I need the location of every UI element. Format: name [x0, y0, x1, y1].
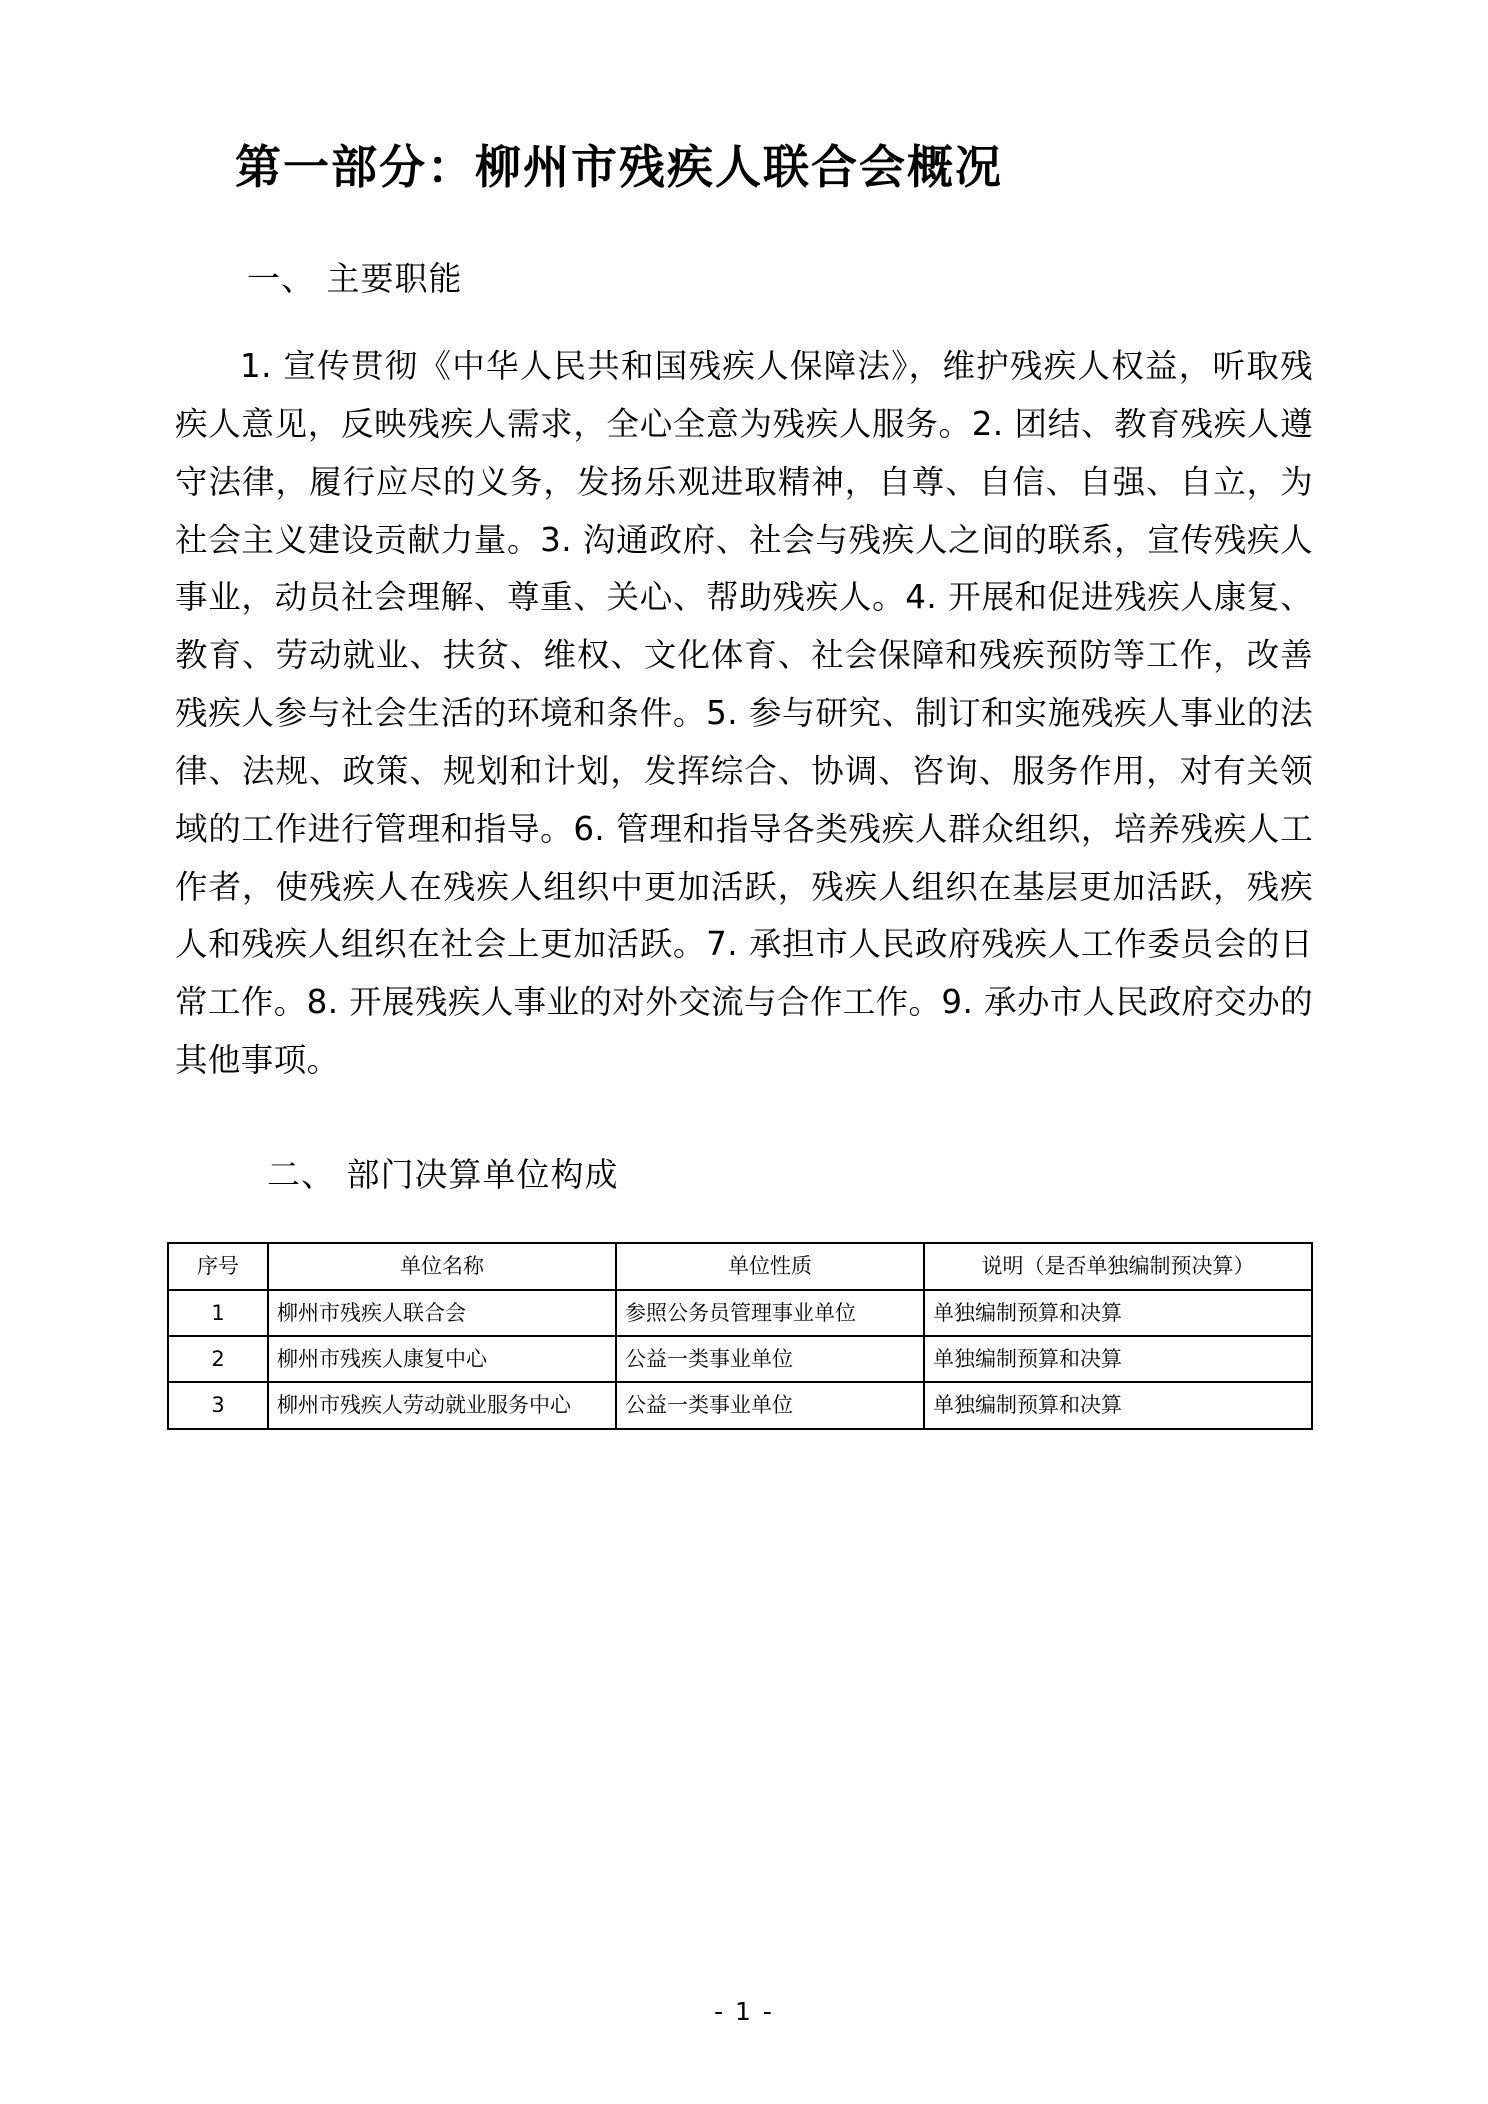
- row-note: 单独编制预算和决算: [924, 1382, 1312, 1428]
- table-header-row: [168, 1243, 1312, 1289]
- row-unit-nature: 公益一类事业单位: [616, 1382, 924, 1428]
- row-unit-nature: 参照公务员管理事业单位: [616, 1290, 924, 1336]
- row-unit-name: 柳州市残疾人联合会: [268, 1290, 616, 1336]
- row-note: 单独编制预算和决算: [924, 1336, 1312, 1382]
- row-index: 3: [168, 1382, 268, 1428]
- unit-composition-table: [167, 1242, 1313, 1430]
- page-title: 第一部分：柳州市残疾人联合会概况: [235, 140, 1003, 194]
- table-row: [168, 1336, 1312, 1382]
- section-heading-unit-composition: 二、 部门决算单位构成: [267, 1154, 619, 1194]
- row-unit-name: 柳州市残疾人劳动就业服务中心: [268, 1382, 616, 1428]
- row-unit-nature: 公益一类事业单位: [616, 1336, 924, 1382]
- table-row: [168, 1290, 1312, 1336]
- row-note: 单独编制预算和决算: [924, 1290, 1312, 1336]
- page-number: - 1 -: [714, 1997, 774, 2026]
- main-duties-paragraph: 1. 宣传贯彻《中华人民共和国残疾人保障法》，维护残疾人权益，听取残疾人意见，反映残疾人需求，全心全意为残疾人服务。2. 团结、教育残疾人遵守法律，履行应尽的义务，发扬乐观进取精神，自尊、自信、自强、自立，为社会主义建设贡献力量。3. 沟通政府、社会与残疾人之间的联系，宣传残疾人事业，动员社会理解、尊重、关心、帮助残疾人。4. 开展和促进残疾人康复、教育、劳动就业、扶贫、维权、文化体育、社会保障和残疾预防等工作，改善残疾人参与社会生活的环境和条件。5. 参与研究、制订和实施残疾人事业的法律、法规、政策、规划和计划，发挥综合、协调、咨询、服务作用，对有关领域的工作进行管理和指导。6. 管理和指导各类残疾人群众组织，培养残疾人工作者，使残疾人在残疾人组织中更加活跃，残疾人组织在基层更加活跃，残疾人和残疾人组织在社会上更加活跃。7. 承担市人民政府残疾人工作委员会的日常工作。8. 开展残疾人事业的对外交流与合作工作。9. 承办市人民政府交办的其他事项。: [175, 346, 1313, 1080]
- table-header-index: 序号: [168, 1243, 268, 1289]
- row-unit-name: 柳州市残疾人康复中心: [268, 1336, 616, 1382]
- table-header-note: 说明（是否单独编制预决算）: [924, 1243, 1312, 1289]
- row-index: 2: [168, 1336, 268, 1382]
- section-heading-main-duties: 一、 主要职能: [247, 258, 463, 298]
- row-index: 1: [168, 1290, 268, 1336]
- table-row: [168, 1382, 1312, 1428]
- table-header-unit-nature: 单位性质: [616, 1243, 924, 1289]
- table-header-unit-name: 单位名称: [268, 1243, 616, 1289]
